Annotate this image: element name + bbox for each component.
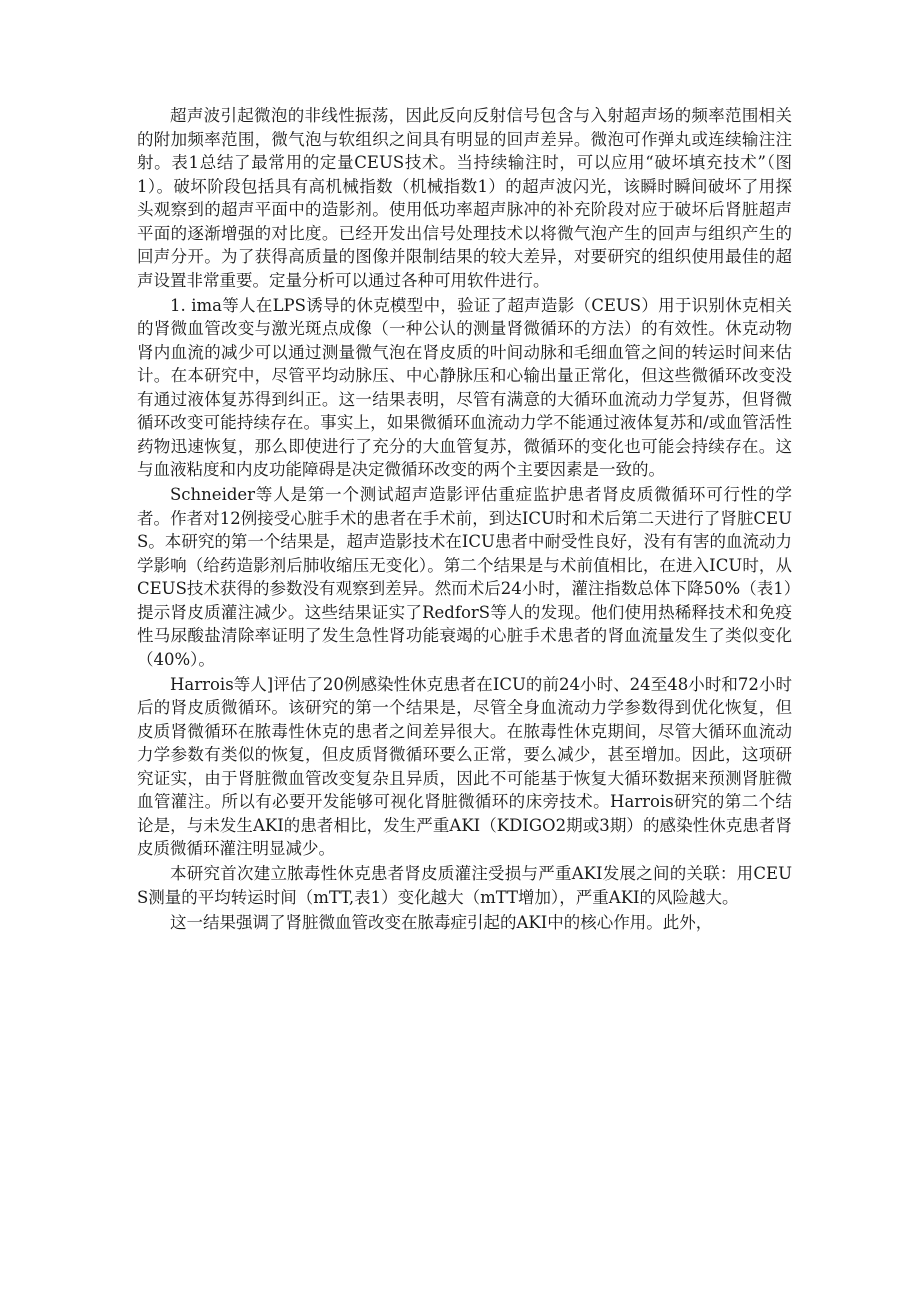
paragraph-schneider: Schneider等人是第一个测试超声造影评估重症监护患者肾皮质微循环可行性的学者。作者对12例接受心脏手术的患者在手术前，到达ICU时和术后第二天进行了肾脏CEUS。本研究的第一个结果是，超声造影技术在ICU患者中耐受性良好，没有有害的血流动力学影响（给药造影剂后肺收缩压无变化）。第二个结果是与术前值相比，在进入ICU时，从CEUS技术获得的参数没有观察到差异。然而术后24小时，灌注指数总体下降50%（表1）提示肾皮质灌注减少。这些结果证实了RedforS等人的发现。他们使用热稀释技术和免疫性马尿酸盐清除率证明了发生急性肾功能衰竭的心脏手术患者的肾血流量发生了类似变化（40%）。 xyxy=(137,485,792,669)
paragraph-conclusion: 这一结果强调了肾脏微血管改变在脓毒症引起的AKI中的核心作用。此外， xyxy=(170,912,713,932)
paragraph-ceus-principle: 超声波引起微泡的非线性振荡，因此反向反射信号包含与入射超声场的频率范围相关的附加频率范围，微气泡与软组织之间具有明显的回声差异。微泡可作弹丸或连续输注注射。表1总结了最常用的定量CEUS技术。当持续输注时，可以应用“破坏填充技术”（图1）。破坏阶段包括具有高机械指数（机械指数1）的超声波闪光，该瞬时瞬间破坏了用探头观察到的超声平面中的造影剂。使用低功率超声脉冲的补充阶段对应于破坏后肾脏超声平面的逐渐增强的对比度。已经开发出信号处理技术以将微气泡产生的回声与组织产生的回声分开。为了获得高质量的图像并限制结果的较大差异，对要研究的组织使用最佳的超声设置非常重要。定量分析可以通过各种可用软件进行。 xyxy=(137,106,792,290)
paragraph-lps-model: 1. ima等人在LPS诱导的休克模型中，验证了超声造影（CEUS）用于识别休克相关的肾微血管改变与激光斑点成像（一种公认的测量肾微循环的方法）的有效性。休克动物肾内血流的减少可以通过测量微气泡在肾皮质的叶间动脉和毛细血管之间的转运时间来估计。在本研究中，尽管平均动脉压、中心静脉压和心输出量正常化，但这些微循环改变没有通过液体复苏得到纠正。这一结果表明，尽管有满意的大循环血流动力学复苏，但肾微循环改变可能持续存在。事实上，如果微循环血流动力学不能通过液体复苏和/或血管活性药物迅速恢复，那么即使进行了充分的大血管复苏，微循环的变化也可能会持续存在。这与血液粘度和内皮功能障碍是决定微循环改变的两个主要因素是一致的。 xyxy=(137,295,792,479)
document-body xyxy=(137,104,792,936)
paragraph-harrois: Harrois等人]评估了20例感染性休克患者在ICU的前24小时、24至48小时和72小时后的肾皮质微循环。该研究的第一个结果是，尽管全身血流动力学参数得到优化恢复，但皮质肾微循环在脓毒性休克的患者之间差异很大。在脓毒性休克期间，尽管大循环血流动力学参数有类似的恢复，但皮质肾微循环要么正常，要么减少，甚至增加。因此，这项研究证实，由于肾脏微血管改变复杂且异质，因此不可能基于恢复大循环数据来预测肾脏微血管灌注。所以有必要开发能够可视化肾脏微循环的床旁技术。Harrois研究的第二个结论是，与未发生AKI的患者相比，发生严重AKI（KDIGO2期或3期）的感染性休克患者肾皮质微循环灌注明显减少。 xyxy=(137,674,792,858)
paragraph-study-association: 本研究首次建立脓毒性休克患者肾皮质灌注受损与严重AKI发展之间的关联：用CEUS测量的平均转运时间（mTT,表1）变化越大（mTT增加），严重AKI的风险越大。 xyxy=(137,864,792,907)
